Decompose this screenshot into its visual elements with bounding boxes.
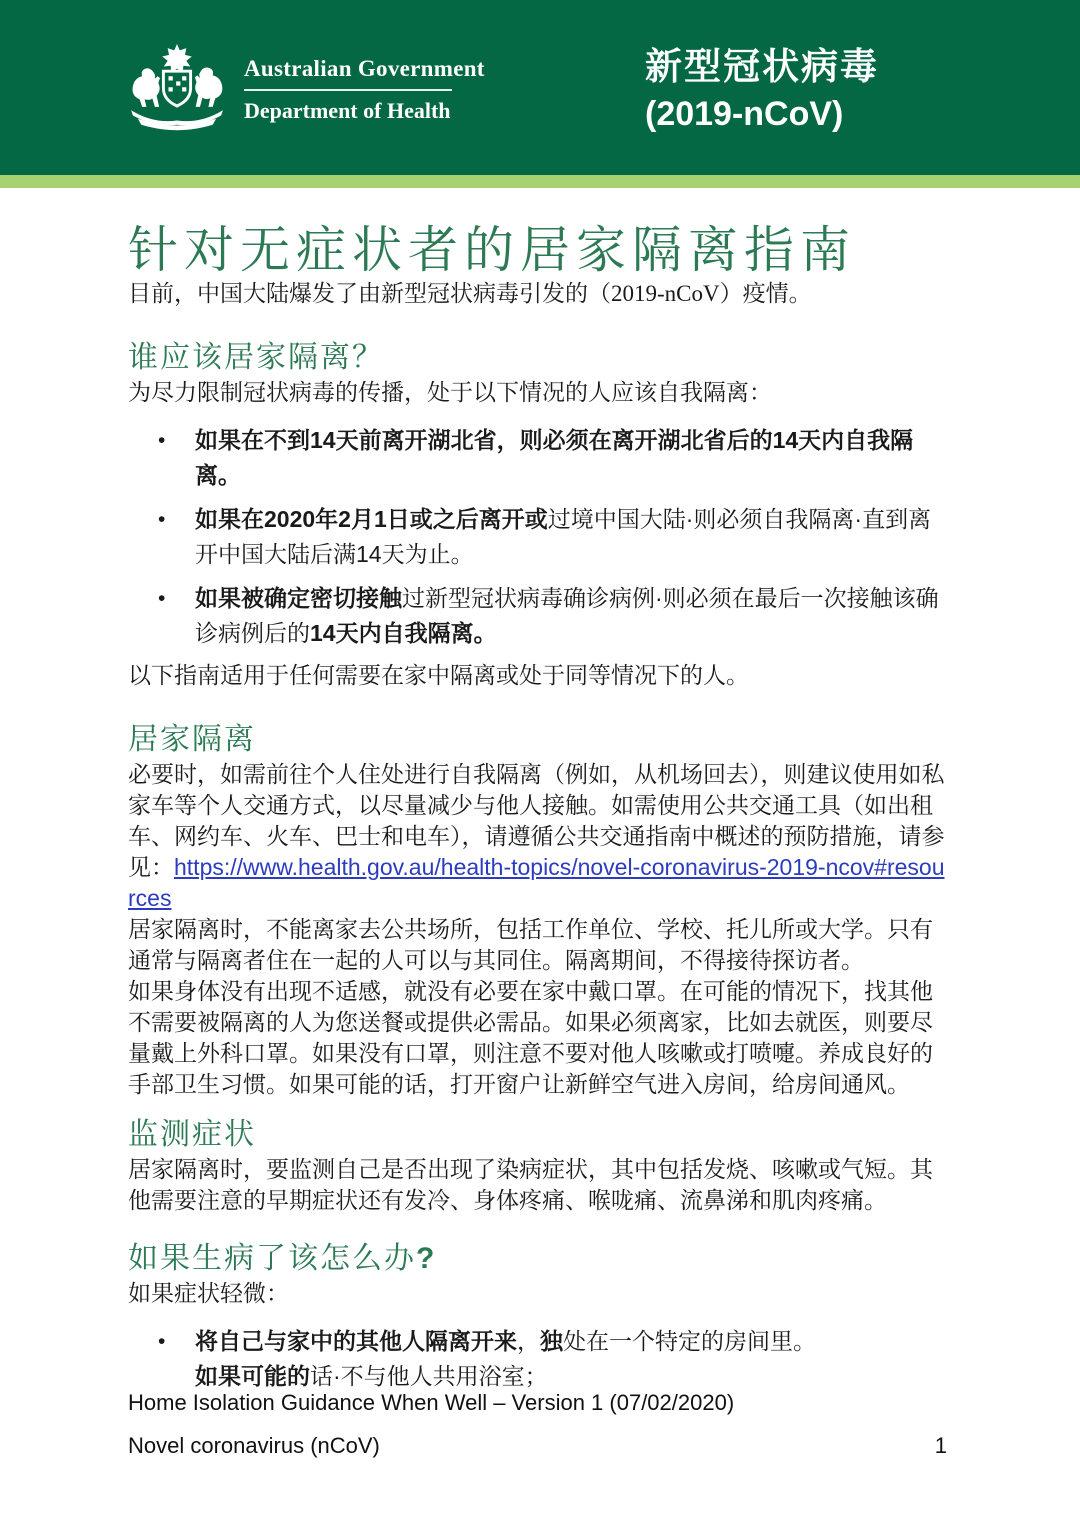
- section-home-heading: 居家隔离: [128, 723, 256, 756]
- bullet-item: [158, 1324, 947, 1394]
- who-lead: 为尽力限制冠状病毒的传播，处于以下情况的人应该自我隔离：: [128, 380, 772, 405]
- section-sick-heading: [128, 1240, 947, 1278]
- monitor-paragraph: 居家隔离时，要监测自己是否出现了染病症状，其中包括发烧、咳嗽或气短。其他需要注意的早期症状还有发冷、身体疼痛、喉咙痛、流鼻涕和肌肉疼痛。: [128, 1157, 933, 1213]
- bold-text-run: 将自己与家中的其他人隔离开来: [195, 1328, 517, 1354]
- section-monitor-heading: 监测症状: [128, 1118, 256, 1151]
- kangaroo-silhouette: [133, 68, 160, 107]
- bold-text-run: ?: [416, 1242, 437, 1275]
- shield: [163, 71, 190, 106]
- text-run: 过境中国大陆·则必须自我隔离·直到离开中国大陆后满14天为止。: [195, 506, 932, 567]
- bold-text-run: 如果被确定密切接触: [195, 585, 402, 611]
- virus-title-code: (2019-nCoV): [645, 95, 844, 133]
- sick-bullet-list: [128, 1324, 947, 1394]
- bold-text-run: 14天内自我隔离。: [310, 620, 497, 646]
- commonwealth-star: [162, 44, 192, 73]
- bold-text-run: 如果可能的: [195, 1363, 310, 1389]
- who-bullet-list: [128, 423, 947, 651]
- text-run: 如果生病了该怎么办: [128, 1242, 416, 1275]
- home-paragraph-mask: 如果身体没有出现不适感，就没有必要在家中戴口罩。在可能的情况下，找其他不需要被隔离的人为您送餐或提供必需品。如果必须离家，比如去就医，则要尽量戴上外科口罩。如果没有口罩，则注意不要对他人咳嗽或打喷嚏。养成良好的手部卫生习惯。如果可能的话，打开窗户让新鲜空气进入房间，给房间通风。: [128, 979, 933, 1097]
- footer-page-number: 1: [934, 1433, 947, 1458]
- government-brand: [126, 42, 485, 136]
- home-paragraph-transport: [128, 759, 947, 914]
- bullet-item: [158, 423, 947, 493]
- bullet-item: [158, 581, 947, 651]
- australian-coat-of-arms-logo: [126, 42, 228, 136]
- bold-text-run: 独: [540, 1328, 563, 1354]
- text-run: ，: [517, 1328, 540, 1354]
- bullet-text: [195, 423, 947, 493]
- text-run: 过新型冠状病毒确诊病例·则必须在最后一次接触该确诊病例后的: [195, 585, 939, 646]
- text-run: 处在一个特定的房间里。: [563, 1328, 816, 1354]
- document-body: [0, 222, 1080, 1394]
- footer-doc-name: Novel coronavirus (nCoV): [128, 1433, 380, 1458]
- bullet-line-1: [195, 1328, 816, 1354]
- footer-version: Home Isolation Guidance When Well – Version 1 (07/02/2020): [128, 1390, 735, 1415]
- bullet-icon: •: [158, 508, 166, 531]
- bold-text-run: 如果在不到14天前离开湖北省，则必须在离开湖北省后的14天内自我隔离。: [195, 427, 914, 488]
- bullet-line-2: [195, 1363, 548, 1389]
- bullet-text: [195, 581, 947, 651]
- who-after-note: 以下指南适用于任何需要在家中隔离或处于同等情况下的人。: [128, 663, 749, 688]
- bullet-icon: •: [158, 587, 166, 610]
- bullet-icon: •: [158, 429, 166, 452]
- bullet-item: [158, 502, 947, 572]
- header-bar: [0, 0, 1080, 175]
- virus-title-block: [645, 44, 879, 138]
- bullet-text: [195, 1324, 816, 1394]
- virus-title-zh: 新型冠状病毒: [645, 46, 879, 87]
- page-title: 针对无症状者的居家隔离指南: [128, 222, 856, 278]
- brand-divider: [244, 89, 452, 91]
- health-gov-link[interactable]: https://www.health.gov.au/health-topics/novel-coronavirus-2019-ncov#resources: [128, 854, 945, 911]
- bullet-text: [195, 502, 947, 572]
- page-footer: [128, 1390, 947, 1459]
- dept-title: Department of Health: [244, 97, 451, 123]
- bullet-icon: •: [158, 1330, 166, 1353]
- emu-silhouette: [195, 67, 222, 106]
- section-who-heading: 谁应该居家隔离？: [128, 341, 384, 374]
- sick-lead: 如果症状轻微：: [128, 1281, 289, 1306]
- accent-strip: [0, 175, 1080, 188]
- text-run: 话·不与他人共用浴室；: [310, 1363, 548, 1389]
- brand-text: [244, 56, 485, 123]
- text-run: 必要时，如需前往个人住处进行自我隔离（例如，从机场回去），则建议使用如私家车等个人交通方式，以尽量减少与他人接触。如需使用公共交通工具（如出租车、网约车、火车、巴士和电车），请遵循公共交通指南中概述的预防措施，请参见：: [128, 762, 945, 880]
- gov-title: Australian Government: [244, 55, 485, 81]
- home-paragraph-public-places: 居家隔离时，不能离家去公共场所，包括工作单位、学校、托儿所或大学。只有通常与隔离者住在一起的人可以与其同住。隔离期间，不得接待探访者。: [128, 917, 933, 973]
- intro-paragraph: 目前，中国大陆爆发了由新型冠状病毒引发的（2019-nCoV）疫情。: [128, 281, 812, 306]
- bold-text-run: 如果在2020年2月1日或之后离开或: [195, 506, 548, 532]
